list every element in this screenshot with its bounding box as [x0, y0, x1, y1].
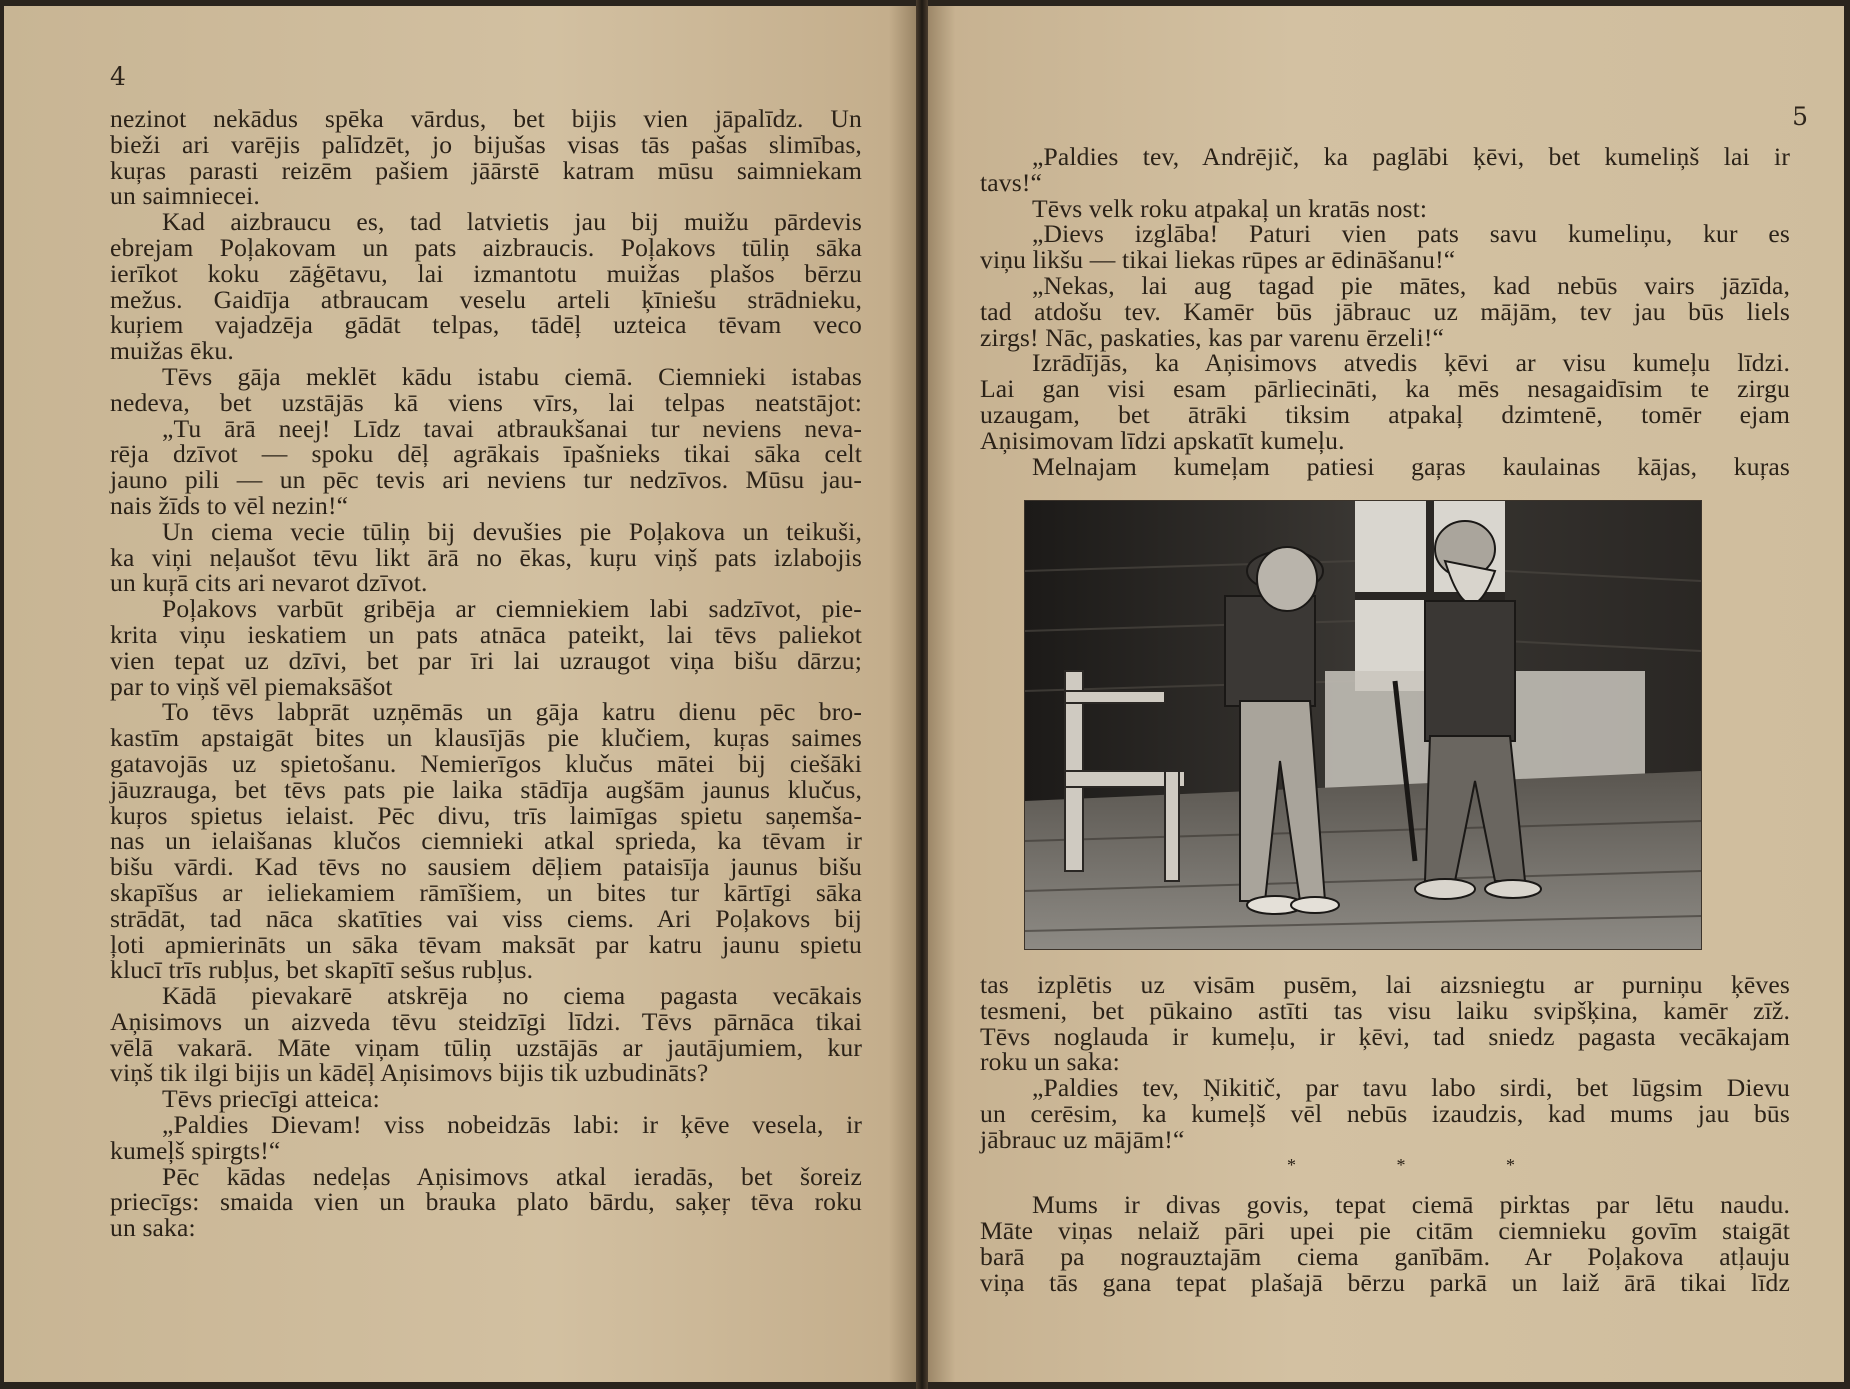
- text-line: Mums ir divas govis, tepat ciemā pirktas par lētu naudu.: [1032, 1190, 1790, 1220]
- illustration-drawing: [1025, 501, 1701, 949]
- book-gutter: [916, 0, 928, 1389]
- text-line: tas izplētis uz visām pusēm, lai aizsniegtu ar purniņu ķēves: [980, 970, 1790, 999]
- text-line: un saimniecei.: [110, 181, 260, 211]
- text-line: kuŗiem vajadzēja gādāt telpas, tādēļ uzteica tēvam veco: [110, 310, 862, 340]
- text-line: nais žīds to vēl nezin!“: [110, 490, 349, 520]
- text-line: Lai gan visi esam pārliecināti, ka mēs nesagaidīsim te zirgu: [980, 374, 1790, 404]
- text-line: jauno pili — un pēc tevis ari neviens tur nedzīvos. Mūsu jau-: [110, 465, 862, 495]
- right-page-body-upper: [980, 144, 1790, 479]
- text-line: uzaugam, bet ātrāki tiksim atpakaļ dzimtenē, tomēr ejam: [980, 399, 1790, 429]
- left-page: [4, 6, 916, 1382]
- text-line: Izrādījās, ka Aņisimovs atvedis ķēvi ar visu kumeļu līdzi.: [1032, 348, 1790, 378]
- section-separator: * * *: [1287, 1154, 1563, 1175]
- text-line: Poļakovs varbūt gribēja ar ciemniekiem labi sadzīvot, pie-: [162, 594, 862, 624]
- text-line: bišu vārdi. Kad tēvs no sausiem dēļiem pataisīja jaunus bišu: [110, 852, 862, 882]
- text-line: Tēvs gāja meklēt kādu istabu ciemā. Ciemnieki istabas: [162, 361, 862, 391]
- text-line: Melnajam kumeļam patiesi gaŗas kaulainas kājas, kuŗas: [1032, 451, 1790, 481]
- text-line: Pēc kādas nedeļas Aņisimovs atkal ieradās, bet šoreiz: [162, 1161, 862, 1191]
- text-line: ebrejam Poļakovam un pats aizbraucis. Poļakovs tūliņ sāka: [110, 232, 862, 262]
- right-page: [928, 6, 1844, 1382]
- text-line: un saka:: [110, 1213, 196, 1243]
- text-line: kastīm apstaigāt bites un klausījās pie klučiem, kuŗas saimes: [110, 723, 862, 753]
- text-line: kuŗos spietus ielaist. Pēc divu, trīs laimīgas spietu saņemša-: [110, 800, 862, 830]
- text-line: kumeļš spirgts!“: [110, 1135, 281, 1165]
- text-line: ka viņi neļaušot tēvu likt ārā no ēkas, kuŗu viņš pats izlabojis: [110, 542, 862, 572]
- text-line: „Paldies Dievam! viss nobeidzās labi: ir ķēve vesela, ir: [162, 1110, 862, 1140]
- text-line: barā pa nograuztajām ciema ganībām. Ar Poļakova atļauju: [980, 1241, 1790, 1271]
- text-line: krita viņu ieskatiem un pats atnāca pateikt, lai tēvs paliekot: [110, 619, 862, 649]
- text-line: jābrauc uz mājām!“: [980, 1124, 1185, 1154]
- text-line: nedeva, bet uzstājās kā viens vīrs, lai telpas neatstājot:: [110, 387, 862, 417]
- text-line: Un ciema vecie tūliņ bij devušies pie Poļakova un teikuši,: [162, 516, 862, 546]
- text-line: un cerēsim, ka kumeļš vēl nebūs izaudzis, kad mums jau būs: [980, 1098, 1790, 1128]
- text-line: Tēvs velk roku atpakaļ un kratās nost:: [1032, 193, 1428, 223]
- text-line: strādāt, tad nāca skatīties vai viss ciems. Ari Poļakovs bij: [110, 903, 862, 933]
- text-line: viņu likšu — tikai liekas rūpes ar ēdināšanu!“: [980, 245, 1456, 275]
- text-line: nas un ielaišanas klučos ciemnieki atkal sprieda, ka tēvam ir: [110, 826, 862, 856]
- text-line: viņa tās gana tepat plašajā bērzu parkā un laiž ārā tikai līdz: [980, 1267, 1790, 1297]
- left-page-body: [110, 106, 862, 1241]
- text-line: muižas ēku.: [110, 336, 234, 366]
- text-line: un kuŗā cits ari nevarot dzīvot.: [110, 568, 428, 598]
- text-line: Māte viņas nelaiž pāri upei pie citām ciemnieku govīm staigāt: [980, 1216, 1790, 1246]
- text-line: vēlā vakarā. Māte viņam tūliņ uzstājās ar jautājumiem, kur: [110, 1032, 862, 1062]
- page-number: 4: [110, 62, 126, 91]
- text-line: nezinot nekādus spēka vārdus, bet bijis vien jāpalīdz. Un: [110, 104, 862, 133]
- text-line: Tēvs noglauda ir kumeļu, ir ķēvi, tad sniedz pagasta vecākajam: [980, 1021, 1790, 1051]
- text-line: „Nekas, lai aug tagad pie mātes, kad nebūs vairs jāzīda,: [1032, 270, 1790, 300]
- text-line: Aņisimovam līdzi apskatīt kumeļu.: [980, 425, 1345, 455]
- text-line: kuŗas parasti reizēm pašiem jāārstē katram mūsu saimniekam: [110, 155, 862, 185]
- text-line: viņš tik ilgi bijis un kādēļ Aņisimovs bijis tik uzbudināts?: [110, 1058, 709, 1088]
- text-line: Kad aizbraucu es, tad latvietis jau bij muižu pārdevis: [162, 207, 862, 237]
- text-line: roku un saka:: [980, 1047, 1120, 1077]
- text-line: „Paldies tev, Ņikitič, par tavu labo sirdi, bet lūgsim Dievu: [1032, 1073, 1790, 1103]
- text-line: Tēvs priecīgi atteica:: [162, 1084, 380, 1114]
- text-line: tavs!“: [980, 167, 1043, 197]
- text-line: ierīkot koku zāģētavu, lai izmantotu muižas plašos bērzu: [110, 258, 862, 288]
- text-line: jāuzrauga, bet tēvs pats pie laika stādīja augšām jaunus klučus,: [110, 774, 862, 804]
- text-line: To tēvs labprāt uzņēmās un gāja katru dienu pēc bro-: [162, 697, 862, 727]
- text-line: skapīšus ar ieliekamiem rāmīšiem, un bites tur kārtīgi sāka: [110, 877, 862, 907]
- text-line: Kādā pievakarē atskrēja no ciema pagasta vecākais: [162, 981, 862, 1011]
- illustration-two-peasants: [1024, 500, 1702, 950]
- page-number: 5: [1792, 102, 1808, 131]
- text-line: gatavojās uz spietošanu. Nemierīgos klučus mātei bij ciešāki: [110, 748, 862, 778]
- text-line: „Tu ārā neej! Līdz tavai atbraukšanai tur neviens neva-: [162, 413, 862, 443]
- text-line: rēja dzīvot — spoku dēļ agrākais īpašnieks tikai sāka celt: [110, 439, 862, 469]
- text-line: vien tepat uz dzīvi, bet par īri lai uzraugot viņa bišu dārzu;: [110, 645, 862, 675]
- text-line: „Paldies tev, Andrējič, ka paglābi ķēvi, bet kumeliņš lai ir: [1032, 142, 1790, 171]
- text-line: „Dievs izglāba! Paturi vien pats savu kumeliņu, kur es: [1032, 219, 1790, 249]
- text-line: Aņisimovs un aizveda tēvu steidzīgi līdzi. Tēvs pārnāca tikai: [110, 1006, 862, 1036]
- text-line: klucī trīs rubļus, bet skapītī sešus rubļus.: [110, 955, 534, 985]
- text-line: priecīgs: smaida vien un brauka plato bārdu, saķeŗ tēva roku: [110, 1187, 862, 1217]
- text-line: zirgs! Nāc, paskaties, kas par varenu ērzeli!“: [980, 322, 1445, 352]
- text-line: tad atdošu tev. Kamēr būs jābrauc uz mājām, tev jau būs liels: [980, 296, 1790, 326]
- text-line: ļoti apmierināts un sāka tēvam maksāt par katru jaunu spietu: [110, 929, 862, 959]
- text-line: tesmeni, bet pūkaino astīti tas visu laiku svipšķina, kamēr zīž.: [980, 995, 1790, 1025]
- right-page-body-lower: [980, 972, 1790, 1296]
- text-line: bieži ari varējis palīdzēt, jo bijušas visas tās pašas slimības,: [110, 129, 862, 159]
- text-line: par to viņš vēl piemaksāšot: [110, 671, 393, 701]
- text-line: mežus. Gaidīja atbraucam veselu arteli ķīniešu strādnieku,: [110, 284, 862, 314]
